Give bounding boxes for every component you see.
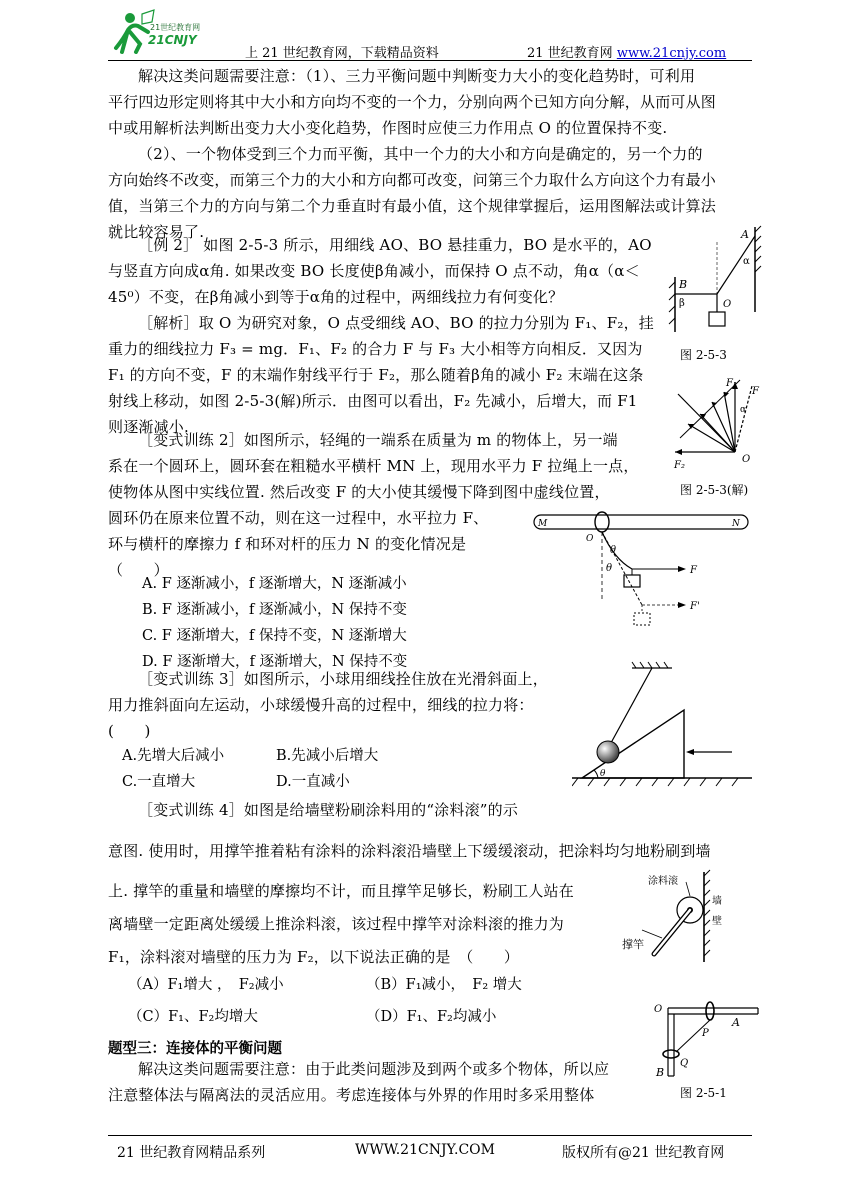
label-p: P <box>702 1028 709 1039</box>
option-d[interactable]: D. F 逐渐增大，f 逐渐增大，N 保持不变 <box>142 654 408 670</box>
text-line: 用力推斜面向左运动，小球缓慢升高的过程中，细线的拉力将： <box>108 696 534 714</box>
text-line: 注意整体法与隔离法的灵活应用。考虑连接体与外界的作用时多采用整体 <box>108 1086 595 1104</box>
text-line: 中或用解析法判断出变力大小变化趋势，作图时应使三力作用点 O 的位置保持不变. <box>108 119 668 137</box>
label-o: O <box>742 454 751 465</box>
label-o: O <box>586 534 594 544</box>
text-line: 平行四边形定则将其中大小和方向均不变的一个力，分别向两个已知方向分解，从而可从图 <box>108 93 717 111</box>
text-line: ［例 2］ 如图 2-5-3 所示，用细线 AO、BO 悬挂重力，BO 是水平的，AO <box>138 236 652 254</box>
option-c[interactable]: C.一直增大 <box>122 774 196 790</box>
label-theta-2: θ <box>606 563 613 574</box>
text-line: ( ) <box>108 722 151 740</box>
label-f-prime: F' <box>690 601 700 612</box>
solution-2-text <box>108 310 668 440</box>
footer-left: 21 世纪教育网精品系列 <box>117 1145 266 1161</box>
footer-right: 版权所有@21 世纪教育网 <box>562 1145 725 1161</box>
footer-center: WWW.21CNJY.COM <box>355 1142 495 1158</box>
label-alpha: α <box>740 405 747 415</box>
label-wall-2: 壁 <box>712 916 722 927</box>
header-url-link[interactable]: www.21cnjy.com <box>616 46 727 61</box>
header-left-text: 上 21 世纪教育网，下载精品资料 <box>245 46 439 61</box>
note-paragraph-2 <box>108 141 758 245</box>
text-line: F₁ 的方向不变，F 的末端作射线平行于 F₂，那么随着β角的减小 F₂ 末端在这条 <box>108 366 644 384</box>
figure-caption: 图 2-5-3 <box>680 348 727 362</box>
header-right-text: 21 世纪教育网 <box>527 46 617 61</box>
text-line: 值，当第三个力的方向与第二个力垂直时有最小值，这个规律掌握后，运用图解法或计算法 <box>108 197 717 215</box>
text-line: 就比较容易了. <box>108 223 205 241</box>
text-line: ［解析］取 O 为研究对象，O 点受细线 AO、BO 的拉力分别为 F₁、F₂，挂 <box>138 314 654 332</box>
label-q: Q <box>680 1058 689 1069</box>
option-b[interactable]: B.先减小后增大 <box>276 748 379 764</box>
text-line: F₁，涂料滚对墙壁的压力为 F₂，以下说法正确的是 （ ） <box>108 948 520 966</box>
text-line: 重力的细线拉力 F₃ = mg．F₁、F₂ 的合力 F 与 F₃ 大小相等方向相反．又因为 <box>108 340 643 358</box>
text-line: 使物体从图中实线位置. 然后改变 F 的大小使其缓慢下降到图中虚线位置， <box>108 483 610 501</box>
text-line: ［变式训练 3］如图所示，小球用细线拴住放在光滑斜面上， <box>138 670 548 688</box>
label-o: O <box>654 1004 663 1015</box>
text-line: 离墙壁一定距离处缓缓上推涂料滚，该过程中撑竿对涂料滚的推力为 <box>108 915 565 933</box>
option-a[interactable]: （A）F₁增大 ， F₂减小 <box>128 977 284 993</box>
text-line: （ ） <box>108 561 169 579</box>
label-a: A <box>741 228 749 241</box>
option-b[interactable]: （B）F₁减小， F₂ 增大 <box>366 977 522 993</box>
header-rule <box>108 60 752 61</box>
option-a[interactable]: A.先增大后减小 <box>122 748 225 764</box>
ball-icon <box>597 741 619 763</box>
example-2-text <box>108 232 668 310</box>
text-line: 系在一个圆环上，圆环套在粗糙水平横杆 MN 上，现用水平力 F 拉绳上一点， <box>108 457 639 475</box>
label-f: F <box>752 386 759 397</box>
label-m: M <box>538 519 548 529</box>
label-wall-1: 墙 <box>712 896 722 907</box>
text-line: 上. 撑竿的重量和墙壁的摩擦均不计，而且撑竿足够长，粉刷工人站在 <box>108 882 574 900</box>
note-paragraph-1 <box>108 63 758 141</box>
text-line: 方向始终不改变，而第三个力的大小和方向都可改变，问第三个力取什么方向这个力有最小 <box>108 171 717 189</box>
figure-2-5-3 <box>665 222 765 342</box>
header-right <box>527 42 726 61</box>
text-line: 45⁰）不变，在β角减小到等于α角的过程中，两细线拉力有何变化？ <box>108 288 564 306</box>
label-n: N <box>732 519 740 529</box>
text-line: ［变式训练 2］如图所示，轻绳的一端系在质量为 m 的物体上，另一端 <box>138 431 618 449</box>
label-b: B <box>656 1066 665 1079</box>
label-a: A <box>732 1016 740 1029</box>
text-line: 解决这类问题需要注意：（1）、三力平衡问题中判断变力大小的变化趋势时，可利用 <box>138 67 696 85</box>
footer-rule <box>108 1135 752 1136</box>
label-theta-1: θ <box>610 545 617 556</box>
figure-caption: 图 2-5-1 <box>680 1086 727 1100</box>
text-line: 射线上移动，如图 2-5-3(解)所示．由图可以看出，F₂ 先减小，后增大，而 F1 <box>108 392 638 410</box>
figure-2-5-3-solution <box>660 372 770 477</box>
text-line: ［变式训练 4］如图是给墙壁粉刷涂料用的“涂料滚”的示 <box>138 801 519 819</box>
text-line: （2）、一个物体受到三个力而平衡，其中一个力的大小和方向是确定的，另一个力的 <box>138 145 703 163</box>
label-b: B <box>679 278 688 291</box>
option-d[interactable]: D.一直减小 <box>276 774 350 790</box>
label-f: F <box>690 565 697 576</box>
text-line: 解决这类问题需要注意：由于此类问题涉及到两个或多个物体，所以应 <box>138 1060 610 1078</box>
label-o: O <box>723 299 732 310</box>
text-line: 圆环仍在原来位置不动，则在这一过程中，水平拉力 F、 <box>108 509 489 527</box>
option-b[interactable]: B. F 逐渐减小，f 逐渐减小，N 保持不变 <box>142 602 407 618</box>
text-line: 则逐渐减小. <box>108 418 189 436</box>
option-a[interactable]: A. F 逐渐减小，f 逐渐增大，N 逐渐减小 <box>142 576 407 592</box>
logo-en-text: 21CNJY <box>148 33 197 47</box>
site-logo[interactable] <box>108 8 206 54</box>
figure-paint-roller <box>612 862 732 968</box>
variant-3-text <box>108 666 568 744</box>
figure-2-5-1 <box>648 994 768 1082</box>
option-d[interactable]: （D）F₁、F₂均减小 <box>366 1009 497 1025</box>
label-pole: 撑竿 <box>622 938 644 951</box>
figure-caption: 图 2-5-3(解) <box>680 483 749 497</box>
label-beta: β <box>679 298 685 309</box>
option-c[interactable]: C. F 逐渐增大，f 保持不变，N 逐渐增大 <box>142 628 407 644</box>
text-line: 与竖直方向成α角. 如果改变 BO 长度使β角减小，而保持 O 点不动，角α（α＜ <box>108 262 640 280</box>
figure-ball-on-incline <box>572 660 772 790</box>
figure-ring-on-rod <box>530 507 752 632</box>
label-roller: 涂料滚 <box>648 876 678 887</box>
label-f2: F₂ <box>674 460 685 471</box>
logo-cn-text: 21世纪教育网 <box>150 23 201 32</box>
option-c[interactable]: （C）F₁、F₂均增大 <box>128 1009 258 1025</box>
label-alpha: α <box>743 256 750 267</box>
label-theta: θ <box>600 769 606 779</box>
text-line: 意图. 使用时，用撑竿推着粘有涂料的涂料滚沿墙壁上下缓缓滚动，把涂料均匀地粉刷到墙 <box>108 842 711 860</box>
label-f1: F₁ <box>726 378 737 389</box>
text-line: 环与横杆的摩擦力 f 和环对杆的压力 N 的变化情况是 <box>108 535 467 553</box>
section-3-text <box>108 1056 668 1108</box>
section-title: 题型三：连接体的平衡问题 <box>108 1041 282 1057</box>
